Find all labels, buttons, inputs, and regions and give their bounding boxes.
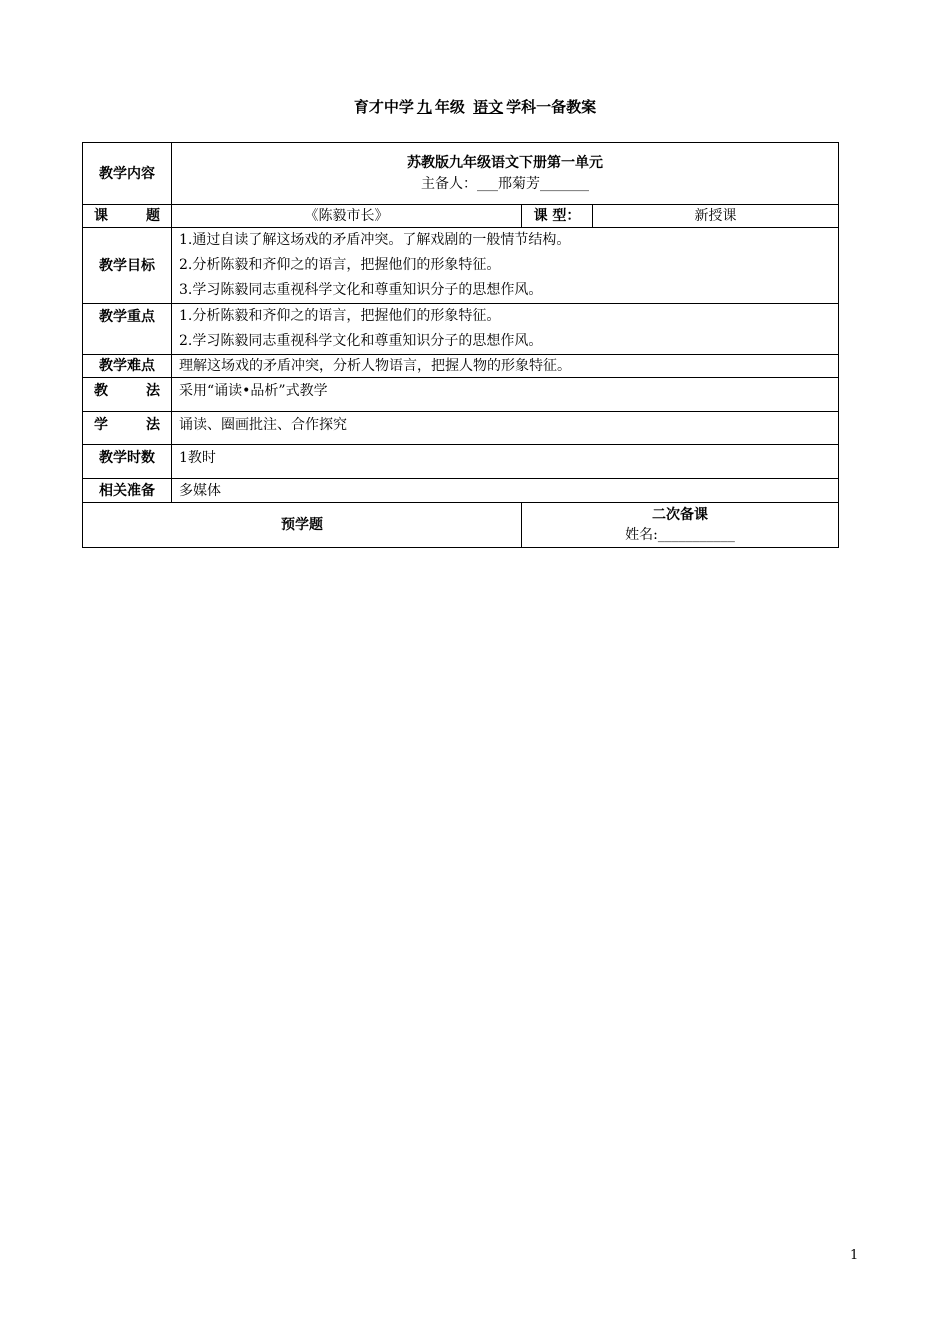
page-number: 1 [850, 1248, 859, 1263]
second-prep-label: 二次备课 [652, 507, 708, 523]
teaching-method-label: 教 法 [83, 378, 172, 412]
learning-method-value: 诵读、圈画批注、合作探究 [172, 412, 839, 445]
hours-row [83, 445, 839, 479]
goal-item: 1.通过自读了解这场戏的矛盾冲突。了解戏剧的一般情节结构。 [179, 232, 571, 248]
prep-row [83, 479, 839, 503]
content-label: 教学内容 [83, 143, 172, 205]
grade-value: 九 [416, 98, 432, 116]
key-points-label: 教学重点 [83, 304, 172, 355]
school-name: 育才中学 [353, 98, 414, 116]
difficulty-row [83, 355, 839, 378]
teaching-method-value: 采用“诵读•品析”式教学 [172, 378, 839, 412]
key-point-item: 2.学习陈毅同志重视科学文化和尊重知识分子的思想作风。 [179, 333, 543, 349]
preparer: 主备人：___邢菊芳_______ [421, 175, 589, 192]
second-prep-cell [522, 503, 839, 548]
second-prep-name: 姓名:___________ [625, 527, 735, 543]
prep-value: 多媒体 [172, 479, 839, 503]
learning-method-label: 学 法 [83, 412, 172, 445]
lesson-type-label: 课 型： [522, 205, 593, 228]
lesson-type-value: 新授课 [593, 205, 839, 228]
title-suffix: 学科一备教案 [506, 98, 597, 116]
difficulty-label: 教学难点 [83, 355, 172, 378]
lesson-plan-table [82, 142, 839, 548]
goal-item: 3.学习陈毅同志重视科学文化和尊重知识分子的思想作风。 [179, 282, 543, 298]
topic-row [83, 205, 839, 228]
goals-cell [172, 228, 839, 304]
key-points-cell [172, 304, 839, 355]
document-title [0, 96, 950, 117]
content-row [83, 143, 839, 205]
grade-suffix: 年级 [434, 98, 465, 116]
key-point-item: 1.分析陈毅和齐仰之的语言，把握他们的形象特征。 [179, 308, 501, 324]
subject-value: 语文 [473, 98, 504, 116]
teaching-method-row [83, 378, 839, 412]
hours-label: 教学时数 [83, 445, 172, 479]
preview-row [83, 503, 839, 548]
learning-method-row [83, 412, 839, 445]
goal-item: 2.分析陈毅和齐仰之的语言，把握他们的形象特征。 [179, 257, 501, 273]
preview-label: 预学题 [83, 503, 522, 548]
topic-label: 课 题 [83, 205, 172, 228]
content-cell [172, 143, 839, 205]
topic-value: 《陈毅市长》 [172, 205, 522, 228]
difficulty-value: 理解这场戏的矛盾冲突，分析人物语言，把握人物的形象特征。 [172, 355, 839, 378]
prep-label: 相关准备 [83, 479, 172, 503]
unit-title: 苏教版九年级语文下册第一单元 [407, 154, 603, 171]
hours-value: 1教时 [172, 445, 839, 479]
key-points-row [83, 304, 839, 355]
goals-label: 教学目标 [83, 228, 172, 304]
goals-row [83, 228, 839, 304]
